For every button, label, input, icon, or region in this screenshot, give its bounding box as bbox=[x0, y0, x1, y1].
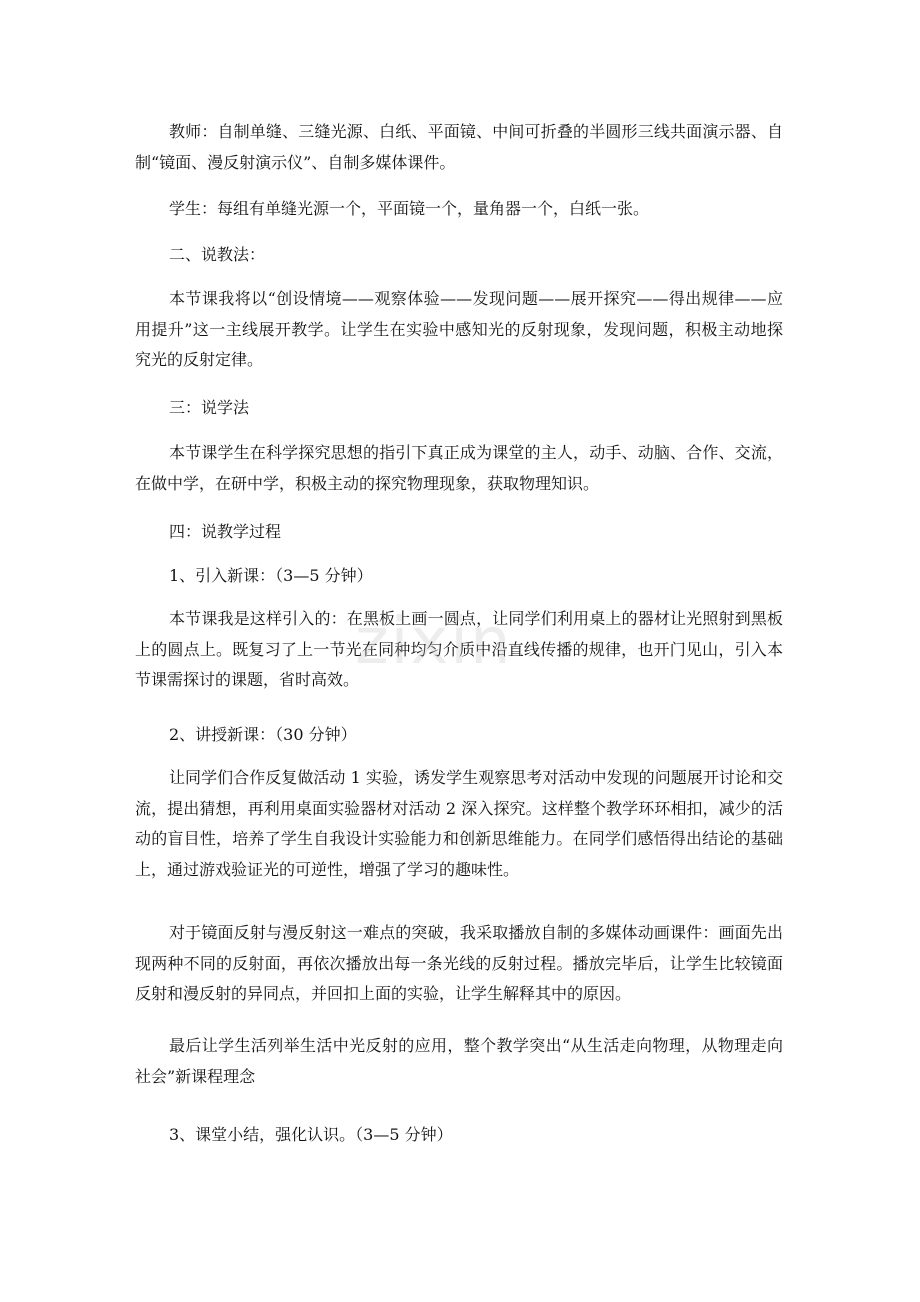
heading-learning-method: 三：说学法 bbox=[169, 398, 250, 417]
heading-summary: 3、课堂小结，强化认识。（3—5 分钟） bbox=[169, 1125, 453, 1144]
paragraph-reflection-difficulty: 对于镜面反射与漫反射这一难点的突破，我采取播放自制的多媒体动画课件：画面先出现两种不同的反射面，再依次播放出每一条光线的反射过程。播放完毕后，让学生比较镜面反射和漫反射的异同点，并回扣上面的实验，让学生解释其中的原因。 bbox=[135, 923, 783, 1003]
heading-teaching-method: 二、说教法： bbox=[169, 245, 266, 264]
paragraph-new-lesson: 让同学们合作反复做活动 1 实验，诱发学生观察思考对活动中发现的问题展开讨论和交流，提出猜想，再利用桌面实验器材对活动 2 深入探究。这样整个教学环环相扣，减少的活动的盲目性，培养了学生自我设计实验能力和创新思维能力。在同学们感悟得出结论的基础上，通过游戏验证光的可逆性，增强了学习的趣味性。 bbox=[135, 768, 783, 879]
watermark-text: zixin bbox=[355, 605, 513, 679]
paragraph-student-materials: 学生：每组有单缝光源一个，平面镜一个，量角器一个，白纸一张。 bbox=[169, 199, 650, 218]
heading-teaching-process: 四：说教学过程 bbox=[169, 522, 282, 541]
paragraph-introduce-lesson: 本节课我是这样引入的：在黑板上画一圆点，让同学们利用桌上的器材让光照射到黑板上的圆点上。既复习了上一节光在同种均匀介质中沿直线传播的规律，也开门见山，引入本节课需探讨的课题，省时高效。 bbox=[135, 609, 783, 689]
heading-new-lesson: 2、讲授新课：（30 分钟） bbox=[169, 725, 357, 744]
paragraph-conclusion: 最后让学生活列举生活中光反射的应用，整个教学突出“从生活走向物理，从物理走向社会”新课程理念 bbox=[135, 1036, 783, 1086]
paragraph-learning-method: 本节课学生在科学探究思想的指引下真正成为课堂的主人，动手、动脑、合作、交流，在做中学，在研中学，积极主动的探究物理现象，获取物理知识。 bbox=[135, 443, 783, 493]
paragraph-teaching-method: 本节课我将以“创设情境——观察体验——发现问题——展开探究——得出规律——应用提升”这一主线展开教学。让学生在实验中感知光的反射现象，发现问题，积极主动地探究光的反射定律。 bbox=[135, 289, 783, 369]
heading-introduce-lesson: 1、引入新课：（3—5 分钟） bbox=[169, 566, 373, 585]
paragraph-teacher-materials: 教师：自制单缝、三缝光源、白纸、平面镜、中间可折叠的半圆形三线共面演示器、自制“镜面、漫反射演示仪”、自制多媒体课件。 bbox=[135, 122, 783, 172]
